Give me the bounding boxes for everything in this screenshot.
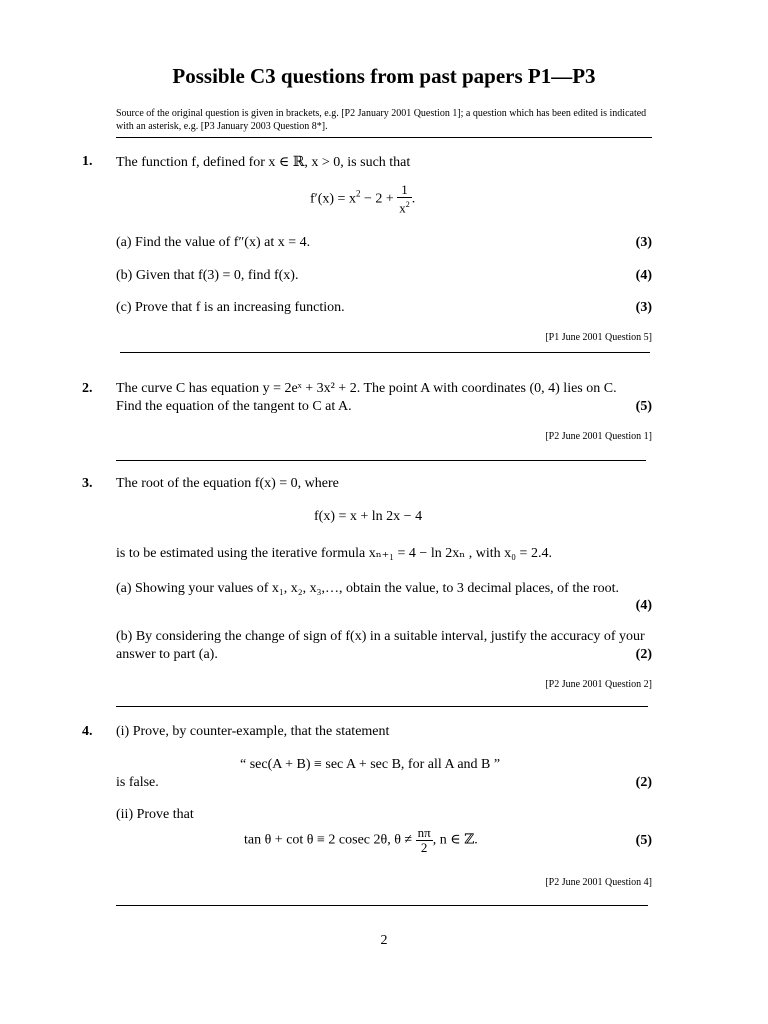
question-part: (c) Prove that f is an increasing function. bbox=[116, 300, 345, 315]
divider bbox=[116, 706, 648, 707]
question-text: The curve C has equation y = 2eˣ + 3x² + 2. The point A with coordinates (0, 4) lies on C. bbox=[116, 381, 617, 396]
equation: tan θ + cot θ ≡ 2 cosec 2θ, θ ≠ $\frac{n\pi}{2}$ , n ∈ ℤ. bbox=[244, 825, 478, 855]
question-part: (ii) Prove that bbox=[116, 807, 194, 822]
question-source: [P2 June 2001 Question 2] bbox=[545, 679, 652, 690]
statement: “ sec(A + B) ≡ sec A + sec B, for all A and B ” bbox=[240, 757, 501, 772]
equation: $f'(x) = x^2 - 2$ + $\frac{1}{x^2}$ . bbox=[310, 182, 416, 216]
question-part: answer to part (a). bbox=[116, 647, 218, 662]
question-part: (a) Showing your values of x₁, x₂, x₃,…, obtain the value, to 3 decimal places, of the root. bbox=[116, 581, 619, 596]
divider bbox=[116, 905, 648, 906]
marks: (4) bbox=[635, 268, 652, 283]
marks: (3) bbox=[635, 300, 652, 315]
page-number: 2 bbox=[380, 933, 388, 948]
question-text: is to be estimated using the iterative formula xₙ₊₁ = 4 − ln 2xₙ , with x₀ = 2.4. bbox=[116, 546, 552, 561]
divider bbox=[116, 460, 646, 461]
divider bbox=[116, 137, 652, 138]
question-part: (b) By considering the change of sign of f(x) in a suitable interval, justify the accuracy of your bbox=[116, 629, 645, 644]
question-number: 4. bbox=[82, 724, 93, 739]
marks: (4) bbox=[635, 598, 652, 613]
question-source: [P2 June 2001 Question 4] bbox=[545, 877, 652, 888]
question-part: (a) Find the value of f″(x) at x = 4. bbox=[116, 235, 311, 250]
equation: f(x) = x + ln 2x − 4 bbox=[314, 509, 423, 524]
question-number: 3. bbox=[82, 476, 93, 491]
page-title: Possible C3 questions from past papers P1—P3 bbox=[172, 64, 596, 88]
question-source: [P2 June 2001 Question 1] bbox=[545, 431, 652, 442]
marks: (5) bbox=[635, 833, 652, 848]
marks: (2) bbox=[635, 775, 652, 790]
question-text: Find the equation of the tangent to C at A. bbox=[116, 399, 352, 414]
question-intro: The root of the equation f(x) = 0, where bbox=[116, 476, 339, 491]
question-intro: The function f, defined for x ∈ ℝ, x > 0, is such that bbox=[116, 155, 411, 170]
marks: (5) bbox=[635, 399, 652, 414]
divider bbox=[120, 352, 650, 353]
marks: (3) bbox=[635, 235, 652, 250]
source-note: Source of the original question is given in brackets, e.g. [P2 January 2001 Question 1]; a question which has been edited is indicated with an asterisk, e.g. [P3 January 2003 Question 8*]. bbox=[116, 108, 647, 132]
question-part: (i) Prove, by counter-example, that the statement bbox=[116, 724, 390, 739]
question-source: [P1 June 2001 Question 5] bbox=[545, 332, 652, 343]
question-part: (b) Given that f(3) = 0, find f(x). bbox=[116, 268, 299, 283]
question-number: 2. bbox=[82, 381, 93, 396]
question-number: 1. bbox=[82, 154, 93, 169]
marks: (2) bbox=[635, 647, 652, 662]
question-text: is false. bbox=[116, 775, 159, 790]
